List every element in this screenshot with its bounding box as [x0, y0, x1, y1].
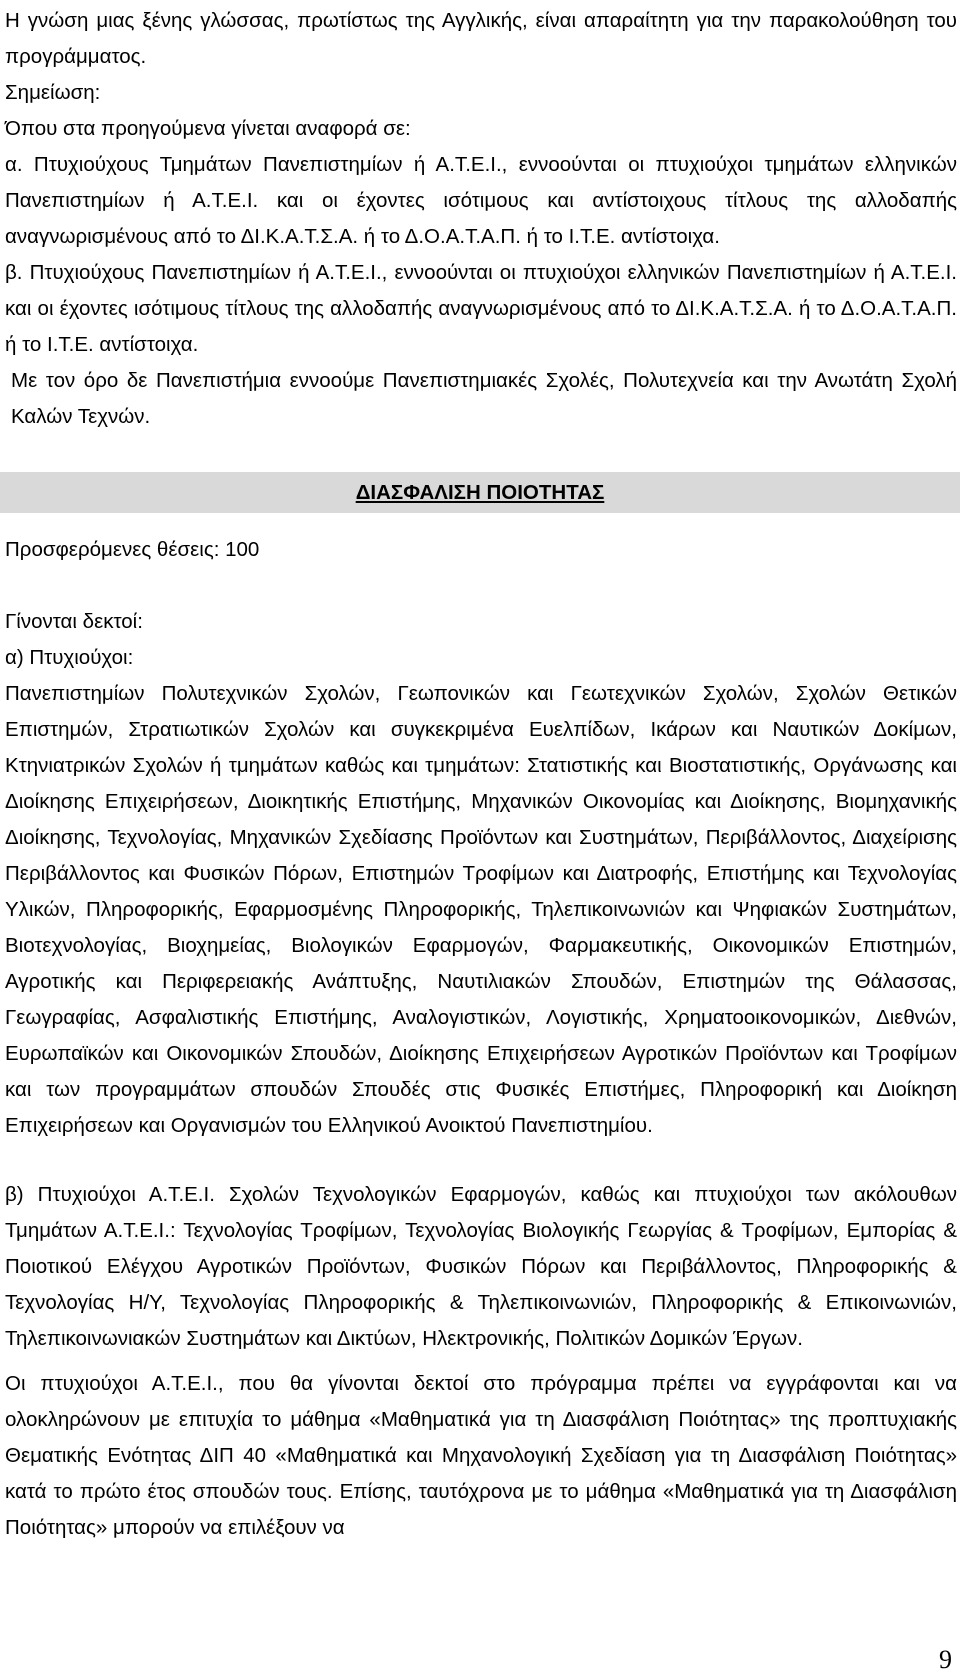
accepted-label: Γίνονται δεκτοί: [5, 610, 143, 633]
graduates-b-list: β) Πτυχιούχοι Α.Τ.Ε.Ι. Σχολών Τεχνολογικών Εφαρμογών, καθώς και πτυχιούχοι των ακόλουθων Τμημάτων Α.Τ.Ε.Ι.: Τεχνολογίας Τροφίμων, Τεχνολογίας Βιολογικής Γεωργίας & Τροφίμων, Εμπορίας & Ποιοτικού Ελέγχου Αγροτικών Προϊόντων, Φυσικών Πόρων και Περιβάλλοντος, Πληροφορικής & Τεχνολογίας Η/Υ, Τεχνολογίας Πληροφορικής & Τηλεπικοινωνιών, Πληροφορικής & Επικοινωνιών, Τηλεπικοινωνιακών Συστημάτων και Δικτύων, Ηλεκτρονικής, Πολιτικών Δομικών Έργων. [5, 1183, 957, 1350]
section-header-banner [0, 472, 960, 513]
note-intro: Όπου στα προηγούμενα γίνεται αναφορά σε: [5, 117, 411, 140]
graduates-a-label: α) Πτυχιούχοι: [5, 646, 134, 669]
page-number: 9 [939, 1645, 952, 1674]
graduates-a-list: Πανεπιστημίων Πολυτεχνικών Σχολών, Γεωπονικών και Γεωτεχνικών Σχολών, Σχολών Θετικών Επιστημών, Στρατιωτικών Σχολών και συγκεκριμένα Ευελπίδων, Ικάρων και Ναυτικών Δοκίμων, Κτηνιατρικών Σχολών ή τμημάτων καθώς και τμημάτων: Στατιστικής και Βιοστατιστικής, Οργάνωσης και Διοίκησης Επιχειρήσεων, Διοικητικής Επιστήμης, Μηχανικών Οικονομίας και Διοίκησης, Βιομηχανικής Διοίκησης, Τεχνολογίας, Μηχανικών Σχεδίασης Προϊόντων και Συστημάτων, Περιβάλλοντος, Διαχείρισης Περιβάλλοντος και Φυσικών Πόρων, Επιστημών Τροφίμων και Διατροφής, Επιστήμης και Τεχνολογίας Υλικών, Πληροφορικής, Εφαρμοσμένης Πληροφορικής, Τηλεπικοινωνιών και Ψηφιακών Συστημάτων, Βιοτεχνολογίας, Βιοχημείας, Βιολογικών Εφαρμογών, Φαρμακευτικής, Οικονομικών Επιστημών, Αγροτικής και Περιφερειακής Ανάπτυξης, Ναυτιλιακών Σπουδών, Επιστημών της Θάλασσας, Γεωγραφίας, Ασφαλιστικής Επιστήμης, Αναλογιστικών, Λογιστικής, Χρηματοοικονομικών, Διεθνών, Ευρωπαϊκών και Οικονομικών Σπουδών, Διοίκησης Επιχειρήσεων Αγροτικών Προϊόντων και Τροφίμων και των προγραμμάτων σπουδών Σπουδές στις Φυσικές Επιστήμες, Πληροφορική και Διοίκηση Επιχειρήσεων και Οργανισμών του Ελληνικού Ανοικτού Πανεπιστημίου. [5, 682, 957, 1137]
tei-graduates-requirement: Οι πτυχιούχοι Α.Τ.Ε.Ι., που θα γίνονται δεκτοί στο πρόγραμμα πρέπει να εγγράφονται και να ολοκληρώνουν με επιτυχία το μάθημα «Μαθηματικά για τη Διασφάλιση Ποιότητας» της προπτυχιακής Θεματικής Ενότητας ΔΙΠ 40 «Μαθηματικά και Μηχανολογική Σχεδίαση για τη Διασφάλιση Ποιότητας» κατά το πρώτο έτος σπουδών τους. Επίσης, ταυτόχρονα με το μάθημα «Μαθηματικά για τη Διασφάλιση Ποιότητας» μπορούν να επιλέξουν να [5, 1372, 957, 1539]
offered-seats: Προσφερόμενες θέσεις: 100 [5, 538, 260, 561]
note-universities-definition: Με τον όρο δε Πανεπιστήμια εννοούμε Πανεπιστημιακές Σχολές, Πολυτεχνεία και την Ανωτάτη Σχολή Καλών Τεχνών. [11, 369, 957, 428]
section-title: ΔΙΑΣΦΑΛΙΣΗ ΠΟΙΟΤΗΤΑΣ [355, 481, 605, 504]
page-content [5, 3, 957, 1546]
note-item-b: β. Πτυχιούχους Πανεπιστημίων ή Α.Τ.Ε.Ι., εννοούνται οι πτυχιούχοι ελληνικών Πανεπιστημίων ή Α.Τ.Ε.Ι. και οι έχοντες ισότιμους τίτλους της αλλοδαπής αναγνωρισμένους από το ΔΙ.Κ.Α.Τ.Σ.Α. ή το Δ.Ο.Α.Τ.Α.Π. ή το Ι.Τ.Ε. αντίστοιχα. [5, 261, 957, 356]
intro-paragraph: Η γνώση μιας ξένης γλώσσας, πρωτίστως της Αγγλικής, είναι απαραίτητη για την παρακολούθηση του προγράμματος. [5, 9, 957, 68]
note-item-a: α. Πτυχιούχους Τμημάτων Πανεπιστημίων ή Α.Τ.Ε.Ι., εννοούνται οι πτυχιούχοι τμημάτων ελληνικών Πανεπιστημίων ή Α.Τ.Ε.Ι. και οι έχοντες ισότιμους και αντίστοιχους τίτλους της αλλοδαπής αναγνωρισμένους από το ΔΙ.Κ.Α.Τ.Σ.Α. ή το Δ.Ο.Α.Τ.Α.Π. ή το Ι.Τ.Ε. αντίστοιχα. [5, 153, 957, 248]
note-label: Σημείωση: [5, 81, 101, 104]
